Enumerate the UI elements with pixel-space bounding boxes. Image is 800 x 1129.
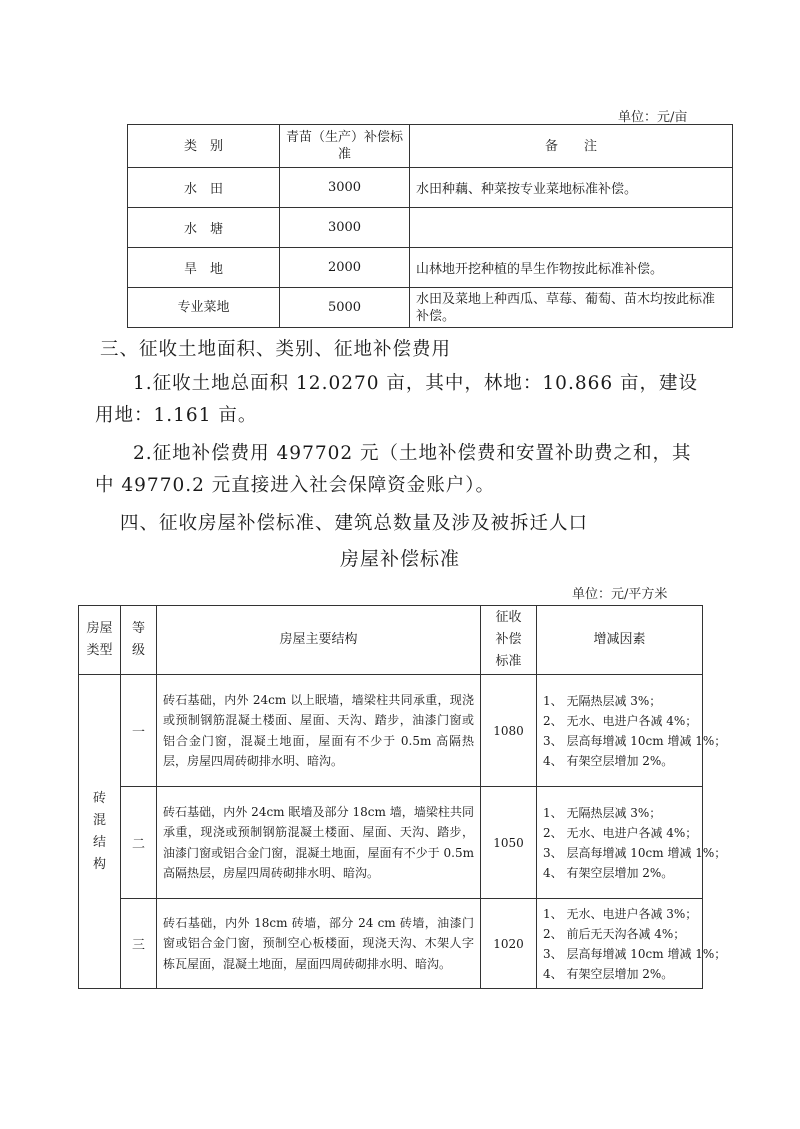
cell-structure: 砖石基础，内外 24cm 以上眠墙，墙梁柱共同承重，现浇或预制钢筋混凝土楼面、屋面、天沟、踏步，油漆门窗或铝合金门窗，混凝土地面，屋面有不少于 0.5m 高隔热层，房屋四周砖砌排水明、暗沟。 (157, 675, 481, 787)
cell-factors (537, 899, 727, 989)
cell-remarks: 水田及菜地上种西瓜、草莓、葡萄、苗木均按此标准补偿。 (410, 288, 733, 328)
cell-category: 旱 地 (128, 248, 280, 288)
house-table-title: 房屋补偿标准 (339, 548, 460, 570)
factor-item: 1、 无隔热层减 3%； (543, 693, 662, 708)
factor-item: 3、 层高每增减 10cm 增减 1%； (543, 946, 727, 961)
cell-remarks: 水田种藕、种菜按专业菜地标准补偿。 (410, 168, 733, 208)
section-3-paragraph-1: 1.征收土地总面积 12.0270 亩，其中，林地：10.866 亩，建设用地：1.161 亩。 (95, 373, 699, 426)
cell-standard: 3000 (280, 208, 410, 248)
house-table-unit: 单位：元/平方米 (572, 587, 668, 602)
cell-standard: 2000 (280, 248, 410, 288)
header-standard: 征收补偿标准 (481, 606, 537, 675)
table-row (79, 899, 703, 989)
table-row (79, 787, 703, 899)
cell-standard: 1080 (481, 675, 537, 787)
factor-item: 4、 有架空层增加 2%。 (543, 753, 674, 768)
cell-category: 水 田 (128, 168, 280, 208)
factor-item: 3、 层高每增减 10cm 增减 1%； (543, 733, 727, 748)
table-header-row (128, 125, 733, 168)
table-row (128, 208, 733, 248)
section-4-heading: 四、征收房屋补偿标准、建筑总数量及涉及被拆迁人口 (120, 513, 589, 534)
factor-item: 3、 层高每增减 10cm 增减 1%； (543, 845, 727, 860)
header-standard: 青苗（生产）补偿标准 (280, 125, 410, 168)
table-row (128, 168, 733, 208)
cell-standard: 1050 (481, 787, 537, 899)
cell-remarks (410, 208, 733, 248)
cell-standard: 5000 (280, 288, 410, 328)
cell-category: 水 塘 (128, 208, 280, 248)
cell-standard: 1020 (481, 899, 537, 989)
table-header-row (79, 606, 703, 675)
section-3-heading: 三、征收土地面积、类别、征地补偿费用 (100, 339, 452, 360)
header-structure: 房屋主要结构 (157, 606, 481, 675)
cell-grade: 一 (121, 675, 157, 787)
factor-item: 2、 无水、电进户各减 4%； (543, 713, 698, 728)
header-factors: 增减因素 (537, 606, 703, 675)
table-row (128, 248, 733, 288)
header-remarks: 备 注 (410, 125, 733, 168)
cell-factors (537, 675, 727, 787)
table-row (128, 288, 733, 328)
cell-structure: 砖石基础，内外 18cm 砖墙，部分 24 cm 砖墙，油漆门窗或铝合金门窗，预制空心板楼面，现浇天沟、木架人字栋瓦屋面，混凝土地面，屋面四周砖砌排水明、暗沟。 (157, 899, 481, 989)
factor-item: 1、 无隔热层减 3%； (543, 805, 662, 820)
section-3-paragraph-2: 2.征地补偿费用 497702 元（土地补偿费和安置补助费之和，其中 49770.2 元直接进入社会保障资金账户）。 (95, 443, 692, 496)
cell-remarks: 山林地开挖种植的旱生作物按此标准补偿。 (410, 248, 733, 288)
cell-structure: 砖石基础，内外 24cm 眠墙及部分 18cm 墙，墙梁柱共同承重，现浇或预制钢筋混凝土楼面、屋面、天沟、踏步，油漆门窗或铝合金门窗，混凝土地面，屋面有不少于 0.5m 高隔热层，房屋四周砖砌排水明、暗沟。 (157, 787, 481, 899)
header-grade: 等级 (121, 606, 157, 675)
table-row (79, 675, 703, 787)
cell-grade: 三 (121, 899, 157, 989)
land-table-unit: 单位：元/亩 (618, 110, 688, 125)
header-category: 类 别 (128, 125, 280, 168)
factor-item: 4、 有架空层增加 2%。 (543, 966, 674, 981)
cell-house-type: 砖混结构 (79, 675, 121, 989)
factor-item: 1、 无水、电进户各减 3%； (543, 906, 698, 921)
cell-factors (537, 787, 727, 899)
cell-grade: 二 (121, 787, 157, 899)
house-compensation-table (78, 605, 727, 989)
cell-standard: 3000 (280, 168, 410, 208)
header-house-type: 房屋类型 (79, 606, 121, 675)
factor-item: 4、 有架空层增加 2%。 (543, 865, 674, 880)
factor-item: 2、 前后无天沟各减 4%； (543, 926, 686, 941)
land-compensation-table (127, 124, 733, 328)
cell-category: 专业菜地 (128, 288, 280, 328)
factor-item: 2、 无水、电进户各减 4%； (543, 825, 698, 840)
